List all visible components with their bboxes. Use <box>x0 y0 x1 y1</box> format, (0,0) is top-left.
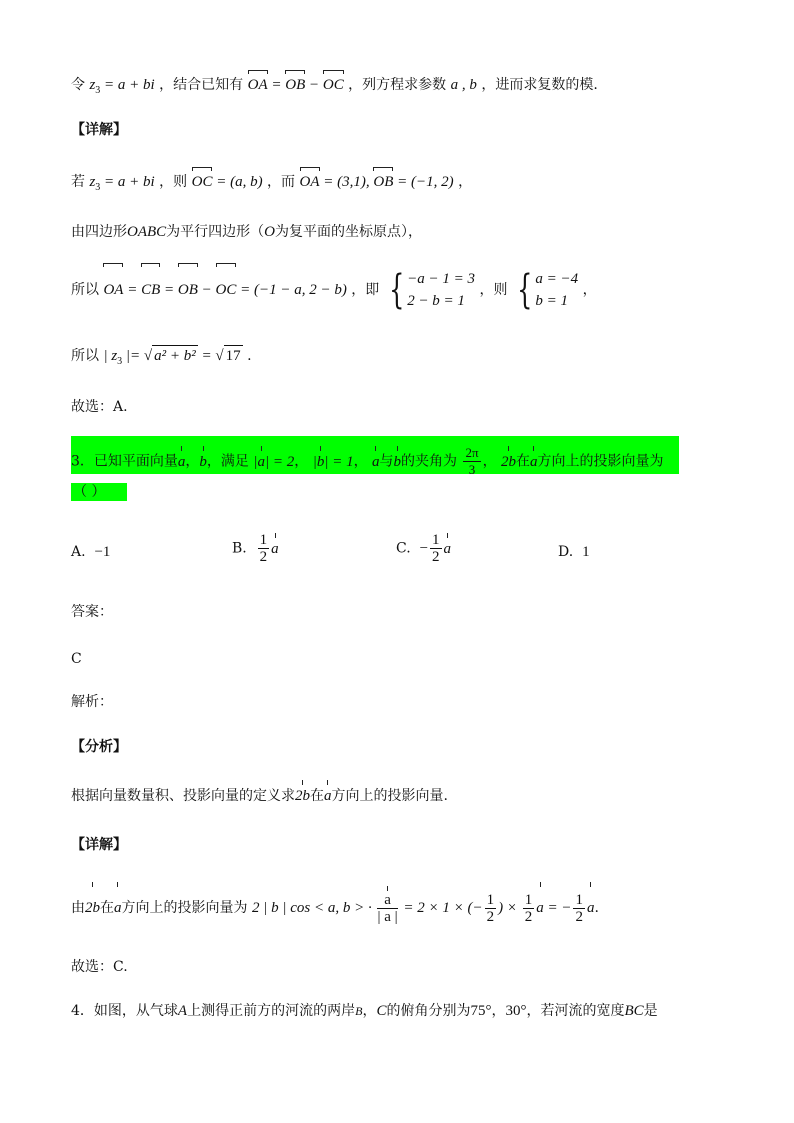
option-a[interactable]: A. −1 <box>71 544 111 560</box>
option-c[interactable]: C. − $\frac{1}{2}$ a <box>396 532 452 565</box>
text-line: 故选：A. <box>71 399 128 415</box>
answer-value: C <box>71 651 82 667</box>
math-vector-eq: OA = OB − OC <box>247 77 344 93</box>
option-d[interactable]: D. 1 <box>558 544 590 560</box>
question-3-stem: 3．已知平面向量a，b，满足 |a| = 2， |b| = 1， a与b的夹角为 $\frac{2\pi}{3}$ ， 2b在a方向上的投影向量为 <box>71 445 664 477</box>
text-line <box>71 75 598 101</box>
equation-solution: a = −4 b = 1 <box>535 271 579 309</box>
text: ，进而求复数的模. <box>481 77 598 93</box>
text: ，结合已知有 <box>159 77 244 93</box>
text: ，列方程求参数 <box>348 77 447 93</box>
option-b[interactable]: B. $\frac{1}{2}$ a <box>232 532 279 565</box>
text-line: 由2b在a方向上的投影向量为 2 | b | cos < a, b > · $\frac{a}{| a |}$ = 2 × 1 × (− $\frac{1}{2}$ ) × $\frac{1}{2}$ a = − $\frac{1}{2}$ a. <box>71 888 599 928</box>
math-ab: a , b <box>450 77 477 93</box>
text-line: 若 $z_3 = a$ + bi ，则 OC = (a, b) ，而 OA = (3,1), OB = (−1, 2) ， <box>71 174 473 193</box>
text-line: 由四边形OABC为平行四边形（O为复平面的坐标原点）， <box>71 224 423 240</box>
answer-label: 答案： <box>71 604 113 620</box>
section-heading: 【详解】 <box>71 837 127 853</box>
text-line: 故选：C. <box>71 959 128 975</box>
answer-paren: （ ） <box>73 484 106 500</box>
text-line: 根据向量数量积、投影向量的定义求2b在a方向上的投影向量. <box>71 788 448 804</box>
text-line: 所以 | $z_3$ |= √ a² + b² = √ 17 . <box>71 345 252 372</box>
question-4-stem: 4．如图，从气球A上测得正前方的河流的两岸B，C的俯角分别为75°，30°，若河流的宽度BC是 <box>71 1003 658 1019</box>
section-heading: 【分析】 <box>71 739 127 755</box>
text: 令 <box>71 77 85 93</box>
text-line: 所以 OA = CB = OB − OC = (−1 − a, 2 − b) ，即 { −a − 1 = 3 2 − b = 1 ，则 { a = −4 b = 1 ， <box>71 267 597 313</box>
analysis-label: 解析： <box>71 694 113 710</box>
section-heading: 【详解】 <box>71 122 127 138</box>
math-z3: $z_3 = a$ + bi <box>89 77 155 96</box>
equation-system: −a − 1 = 3 2 − b = 1 <box>407 271 476 309</box>
